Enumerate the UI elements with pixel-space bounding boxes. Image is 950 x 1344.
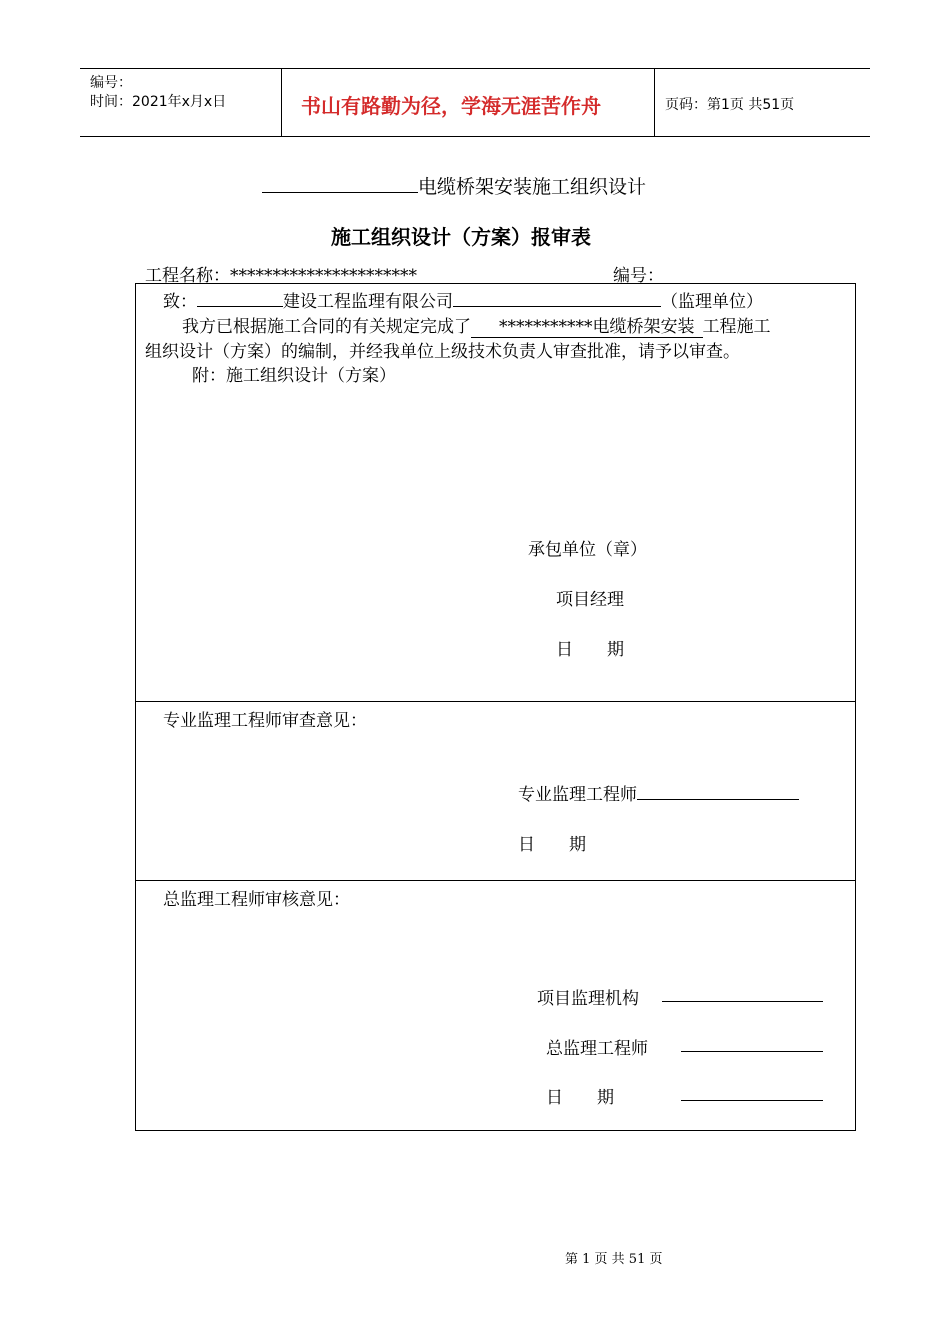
engineer-label: 专业监理工程师 xyxy=(518,785,637,805)
statement-prefix: 我方已根据施工合同的有关规定完成了 xyxy=(182,317,471,337)
unit-suffix: （监理单位） xyxy=(661,292,763,312)
supervision-org-label: 项目监理机构 xyxy=(537,989,639,1009)
unit-blank xyxy=(453,289,661,307)
chief-date-label: 日 期 xyxy=(546,1088,614,1108)
document-title xyxy=(262,172,646,199)
title-blank-line xyxy=(262,174,418,193)
contractor-date-label: 日 期 xyxy=(556,640,624,660)
header-divider-right xyxy=(654,68,655,136)
project-name-underlined: ***********电缆桥架安装 xyxy=(471,312,703,338)
chief-date-blank[interactable] xyxy=(681,1100,823,1101)
header-number-label: 编号： xyxy=(90,75,132,91)
project-name-label: 工程名称：********************** xyxy=(145,266,417,286)
engineer-signature-blank[interactable] xyxy=(637,782,799,800)
statement-line-2: 组织设计（方案）的编制，并经我单位上级技术负责人审查批准，请予以审查。 xyxy=(145,342,740,362)
section-divider-2 xyxy=(135,880,856,881)
engineer-review-title: 专业监理工程师审查意见： xyxy=(163,711,367,731)
header-page-info: 页码：第1页 共51页 xyxy=(665,97,795,113)
page-footer: 第 1 页 共 51 页 xyxy=(565,1252,663,1267)
header-motto: 书山有路勤为径，学海无涯苦作舟 xyxy=(301,94,601,118)
project-manager-label: 项目经理 xyxy=(556,590,624,610)
statement-line-1 xyxy=(182,312,771,338)
header-time-label: 时间：2021年x月x日 xyxy=(90,94,227,110)
chief-engineer-label: 总监理工程师 xyxy=(546,1039,648,1059)
to-prefix: 致： xyxy=(163,292,197,312)
supervision-company: 建设工程监理有限公司 xyxy=(283,292,453,312)
chief-engineer-blank[interactable] xyxy=(681,1051,823,1052)
engineer-signature-line xyxy=(518,780,799,805)
form-title: 施工组织设计（方案）报审表 xyxy=(331,225,591,249)
to-line xyxy=(163,287,763,312)
chief-review-title: 总监理工程师审核意见： xyxy=(163,890,350,910)
statement-suffix: 工程施工 xyxy=(702,317,771,337)
form-number-label: 编号： xyxy=(613,266,664,286)
section-divider-1 xyxy=(135,701,856,702)
engineer-date-label: 日 期 xyxy=(518,835,586,855)
contractor-seal-label: 承包单位（章） xyxy=(528,540,647,560)
company-blank xyxy=(197,289,283,307)
attachment-line: 附：施工组织设计（方案） xyxy=(192,366,396,386)
header-bottom-border xyxy=(80,136,870,137)
document-title-text: 电缆桥架安装施工组织设计 xyxy=(418,176,647,198)
header-divider-left xyxy=(281,68,282,136)
header-top-border xyxy=(80,68,870,69)
supervision-org-blank[interactable] xyxy=(662,1001,823,1002)
